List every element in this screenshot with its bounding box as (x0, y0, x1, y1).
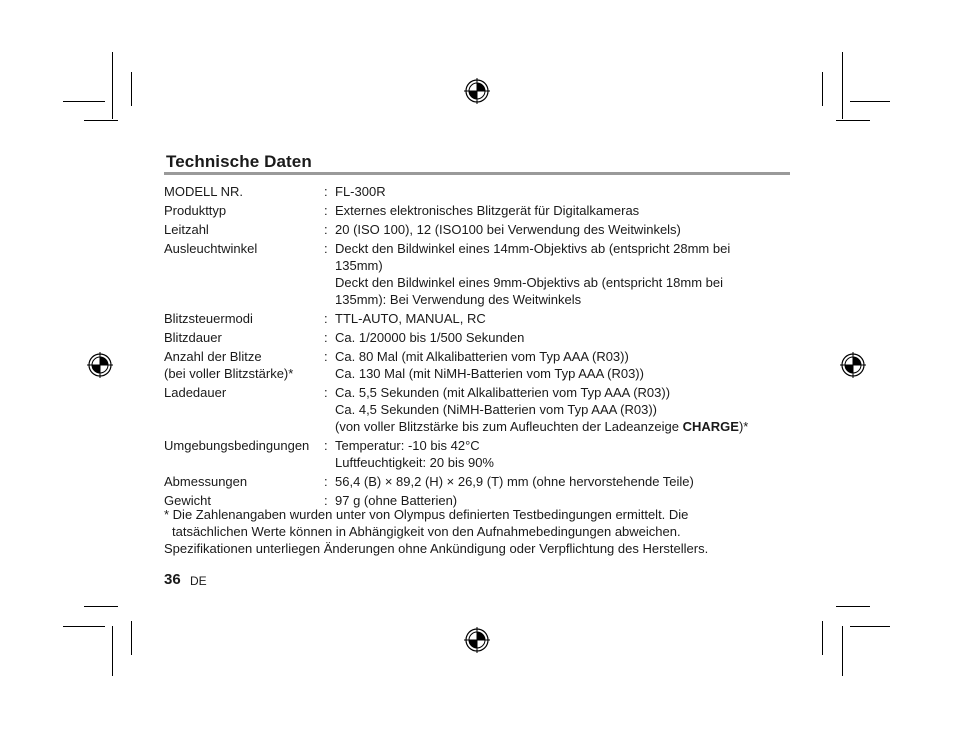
spec-colon: : (324, 474, 328, 489)
spec-value-line: Deckt den Bildwinkel eines 9mm-Objektivs ab (entspricht 18mm bei 135mm): Bei Verwendung des Weitwinkels (335, 275, 723, 307)
spec-colon: : (324, 203, 328, 218)
spec-colon: : (324, 241, 328, 256)
spec-value (335, 329, 794, 346)
crop-mark (822, 621, 823, 655)
spec-colon: : (324, 493, 328, 508)
spec-label: MODELL NR. (164, 184, 243, 199)
footnote-line: * Die Zahlenangaben wurden unter von Olympus definierten Testbedingungen ermittelt. Die (164, 507, 689, 522)
spec-value-line: Ca. 130 Mal (mit NiMH-Batterien vom Typ AAA (R03)) (335, 366, 644, 381)
spec-row-environment (164, 437, 794, 471)
spec-value-line: Ca. 4,5 Sekunden (NiMH-Batterien vom Typ AAA (R03)) (335, 402, 658, 417)
spec-label: Produkttyp (164, 203, 227, 218)
spec-row-product-type (164, 202, 794, 219)
crop-mark (842, 52, 843, 119)
crop-mark (84, 120, 118, 121)
spec-row-flash-count (164, 348, 794, 382)
spec-value-line: Ca. 5,5 Sekunden (mit Alkalibatterien vom Typ AAA (R03)) (335, 385, 671, 400)
page-language: DE (190, 574, 207, 588)
spec-value-line: 56,4 (B) × 89,2 (H) × 26,9 (T) mm (ohne hervorstehende Teile) (335, 474, 694, 489)
spec-label: Leitzahl (164, 222, 209, 237)
crop-mark (836, 120, 870, 121)
spec-value (335, 437, 794, 471)
charge-note-prefix: (von voller Blitzstärke bis zum Aufleuchten der Ladeanzeige (335, 419, 683, 434)
spec-value-line: Temperatur: -10 bis 42°C (335, 438, 480, 453)
spec-value (335, 183, 794, 200)
spec-value (335, 310, 794, 327)
spec-label (164, 348, 324, 382)
title-underline (164, 172, 790, 175)
spec-value (335, 348, 794, 382)
spec-label: Ladedauer (164, 385, 227, 400)
crop-mark (63, 101, 105, 102)
crop-mark (112, 626, 113, 676)
spec-value-line: 20 (ISO 100), 12 (ISO100 bei Verwendung des Weitwinkels) (335, 222, 681, 237)
footnote-line: tatsächlichen Werte können in Abhängigkeit von den Aufnahmebedingungen abweichen. (172, 524, 681, 539)
spec-colon: : (324, 222, 328, 237)
footnote-line: Spezifikationen unterliegen Änderungen ohne Ankündigung oder Verpflichtung des Herstellers. (164, 541, 709, 556)
page-number: 36 (164, 571, 181, 588)
crop-mark (850, 101, 890, 102)
footnote (164, 506, 794, 557)
spec-value (335, 240, 765, 308)
spec-value-line: Ca. 1/20000 bis 1/500 Sekunden (335, 330, 525, 345)
spec-value-line: Deckt den Bildwinkel eines 14mm-Objektivs ab (entspricht 28mm bei 135mm) (335, 241, 731, 273)
spec-value (335, 202, 794, 219)
spec-value (335, 384, 794, 435)
spec-colon: : (324, 184, 328, 199)
crop-mark (84, 606, 118, 607)
crop-mark (850, 626, 890, 627)
registration-mark-icon (464, 627, 490, 653)
spec-colon: : (324, 330, 328, 345)
spec-label: Abmessungen (164, 474, 248, 489)
crop-mark (131, 72, 132, 106)
charge-note-suffix: )* (738, 419, 749, 434)
crop-mark (63, 626, 105, 627)
spec-value-line: Luftfeuchtigkeit: 20 bis 90% (335, 455, 494, 470)
registration-mark-icon (87, 352, 113, 378)
spec-table (164, 183, 794, 511)
spec-value-line: Externes elektronisches Blitzgerät für Digitalkameras (335, 203, 640, 218)
spec-value (335, 221, 794, 238)
spec-label: Gewicht (164, 493, 211, 508)
crop-mark (112, 52, 113, 119)
spec-row-flash-duration (164, 329, 794, 346)
spec-value-line: TTL-AUTO, MANUAL, RC (335, 311, 486, 326)
crop-mark (131, 621, 132, 655)
spec-row-flash-modes (164, 310, 794, 327)
spec-value (335, 473, 794, 490)
spec-row-dimensions (164, 473, 794, 490)
registration-mark-icon (840, 352, 866, 378)
spec-row-guide-number (164, 221, 794, 238)
spec-label: Blitzdauer (164, 330, 222, 345)
spec-value-line: 97 g (ohne Batterien) (335, 493, 458, 508)
spec-row-recycle-time (164, 384, 794, 435)
spec-colon: : (324, 349, 328, 364)
crop-mark (836, 606, 870, 607)
crop-mark (842, 626, 843, 676)
spec-label: Ausleuchtwinkel (164, 241, 258, 256)
charge-indicator-label: CHARGE (682, 419, 739, 434)
spec-colon: : (324, 385, 328, 400)
registration-mark-icon (464, 78, 490, 104)
spec-value-line (335, 418, 794, 435)
spec-colon: : (324, 438, 328, 453)
spec-colon: : (324, 311, 328, 326)
spec-label-line: Anzahl der Blitze (164, 349, 262, 364)
spec-label: Blitzsteuermodi (164, 311, 253, 326)
page-title: Technische Daten (166, 152, 312, 171)
spec-row-coverage-angle (164, 240, 794, 308)
crop-mark (822, 72, 823, 106)
spec-row-model (164, 183, 794, 200)
spec-label: Umgebungsbedingungen (164, 438, 310, 453)
spec-value-line: FL-300R (335, 184, 386, 199)
spec-label-line: (bei voller Blitzstärke)* (164, 366, 294, 381)
spec-value-line: Ca. 80 Mal (mit Alkalibatterien vom Typ AAA (R03)) (335, 349, 629, 364)
